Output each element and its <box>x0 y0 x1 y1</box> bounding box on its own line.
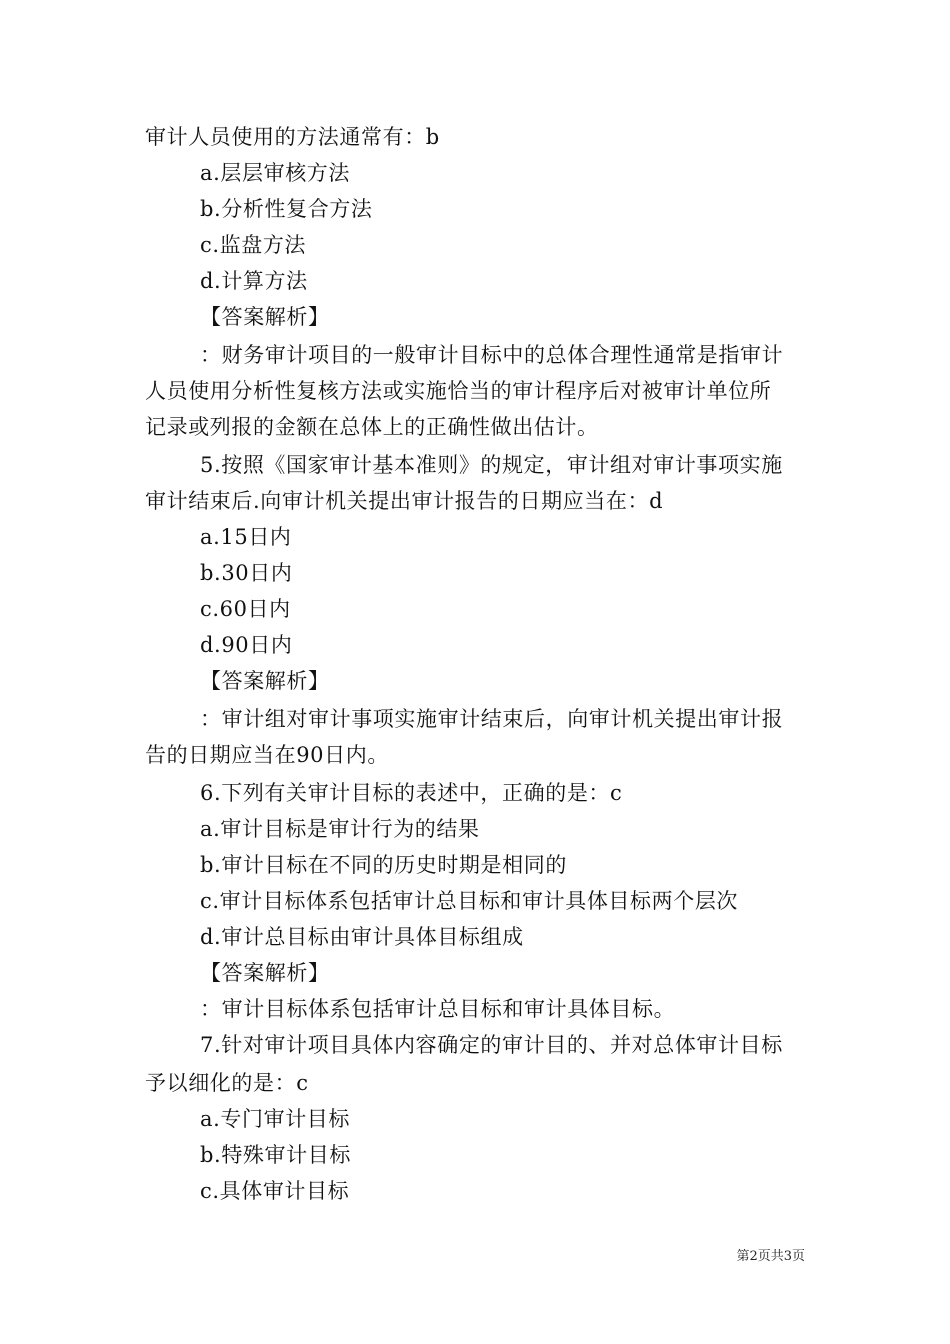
text-line: 告的日期应当在90日内。 <box>145 743 389 767</box>
option-line: a.层层审核方法 <box>200 161 350 185</box>
option-line: d.审计总目标由审计具体目标组成 <box>200 925 524 949</box>
option-line: a.专门审计目标 <box>200 1107 350 1131</box>
question-line: 审计结束后.向审计机关提出审计报告的日期应当在：d <box>145 489 664 513</box>
question-line: 5.按照《国家审计基本准则》的规定，审计组对审计事项实施 <box>200 453 783 477</box>
answer-heading: 【答案解析】 <box>200 669 330 693</box>
option-line: c.60日内 <box>200 597 291 621</box>
answer-heading: 【答案解析】 <box>200 305 330 329</box>
option-line: c.监盘方法 <box>200 233 307 257</box>
text-line: ：审计组对审计事项实施审计结束后，向审计机关提出审计报 <box>200 707 784 731</box>
option-line: c.具体审计目标 <box>200 1179 350 1203</box>
option-line: b.审计目标在不同的历史时期是相同的 <box>200 853 567 877</box>
text-line: ：审计目标体系包括审计总目标和审计具体目标。 <box>200 997 676 1021</box>
question-line: 予以细化的是：c <box>145 1071 309 1095</box>
option-line: c.审计目标体系包括审计总目标和审计具体目标两个层次 <box>200 889 739 913</box>
question-line: 6.下列有关审计目标的表述中，正确的是：c <box>200 781 623 805</box>
text-line: 记录或列报的金额在总体上的正确性做出估计。 <box>145 415 599 439</box>
text-line: 人员使用分析性复核方法或实施恰当的审计程序后对被审计单位所 <box>145 379 772 403</box>
option-line: b.30日内 <box>200 561 293 585</box>
text-line: ：财务审计项目的一般审计目标中的总体合理性通常是指审计 <box>200 343 784 367</box>
option-line: b.特殊审计目标 <box>200 1143 351 1167</box>
option-line: a.15日内 <box>200 525 292 549</box>
page-number: 第2页共3页 <box>736 1249 805 1264</box>
answer-heading: 【答案解析】 <box>200 961 330 985</box>
text-line: 审计人员使用的方法通常有：b <box>145 125 440 149</box>
option-line: d.90日内 <box>200 633 293 657</box>
question-line: 7.针对审计项目具体内容确定的审计目的、并对总体审计目标 <box>200 1033 783 1057</box>
option-line: d.计算方法 <box>200 269 308 293</box>
option-line: b.分析性复合方法 <box>200 197 373 221</box>
option-line: a.审计目标是审计行为的结果 <box>200 817 480 841</box>
